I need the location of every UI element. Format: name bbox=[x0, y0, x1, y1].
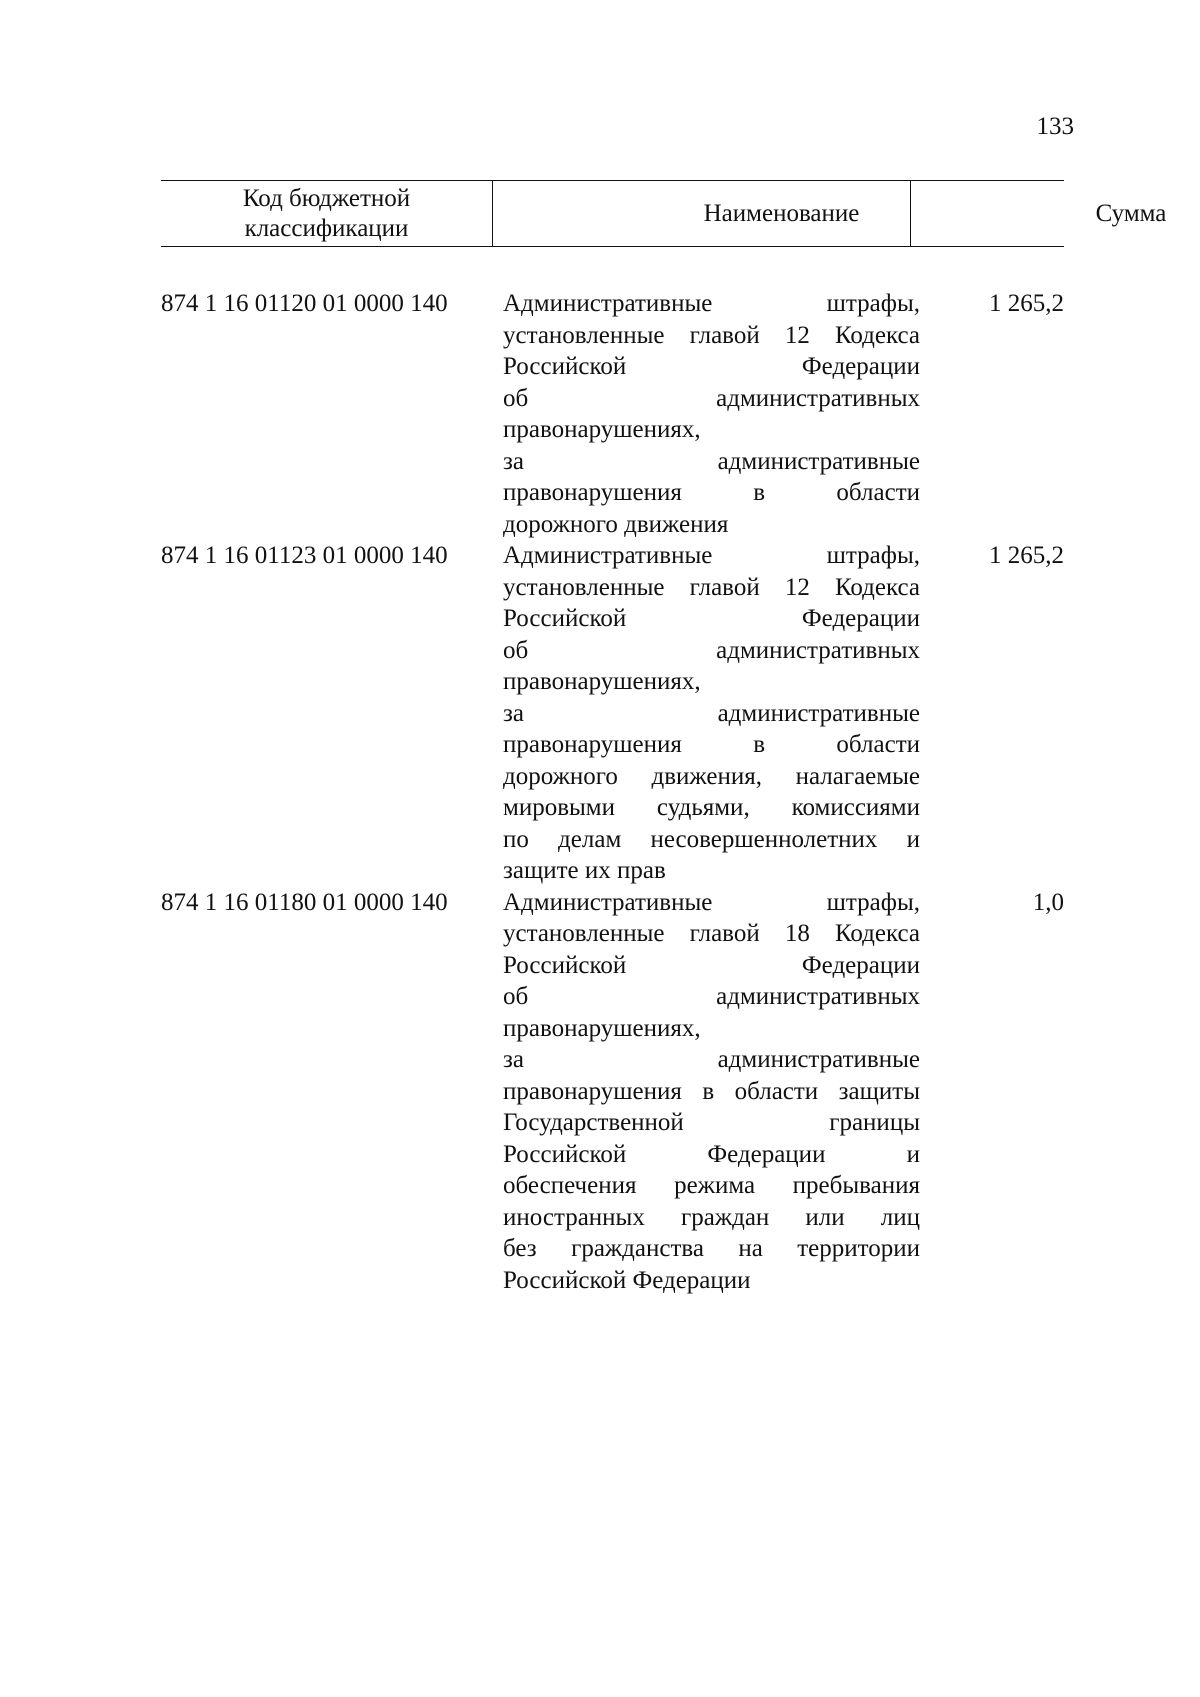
row-name-line: установленные главой 18 Кодекса bbox=[503, 920, 920, 947]
row-name-line: правонарушения в области bbox=[503, 731, 920, 758]
row-name-line: Российской Федерации bbox=[503, 605, 920, 632]
row-name-line: правонарушениях, bbox=[503, 416, 701, 443]
table-header bbox=[161, 180, 1167, 247]
row-name-line: Российской Федерации и bbox=[503, 1140, 920, 1168]
row-name-line: Российской Федерации bbox=[503, 951, 920, 979]
table-row bbox=[161, 887, 1064, 1297]
row-name-line: дорожного движения bbox=[503, 510, 729, 538]
row-name bbox=[503, 887, 920, 1297]
row-name-line: без гражданства на территории bbox=[503, 1235, 920, 1262]
row-name-line: Российской Федерации bbox=[503, 353, 920, 380]
row-name-line: правонарушения в области защиты bbox=[503, 1077, 920, 1105]
row-sum: 1 265,2 bbox=[989, 542, 1064, 569]
row-name-line: Административные штрафы, bbox=[503, 290, 920, 317]
row-name-line: за административные bbox=[503, 1046, 920, 1073]
header-divider bbox=[492, 181, 493, 246]
row-name-line: правонарушениях, bbox=[503, 668, 701, 695]
row-name-line: установленные главой 12 Кодекса bbox=[503, 573, 920, 601]
row-name-line: правонарушениях, bbox=[503, 1014, 701, 1042]
row-name-line: Российской Федерации bbox=[503, 1266, 751, 1294]
row-name-line: за административные bbox=[503, 447, 920, 475]
row-code: 874 1 16 01180 01 0000 140 bbox=[161, 888, 448, 916]
row-name-line: по делам несовершеннолетних и bbox=[503, 825, 920, 853]
row-code: 874 1 16 01123 01 0000 140 bbox=[161, 542, 448, 569]
row-name bbox=[503, 540, 920, 887]
row-name-line: об административных bbox=[503, 983, 920, 1010]
row-name-line: об административных bbox=[503, 384, 920, 412]
table-row bbox=[161, 288, 1064, 540]
row-name-line: Государственной границы bbox=[503, 1109, 920, 1136]
row-name-line: дорожного движения, налагаемые bbox=[503, 762, 920, 790]
row-code: 874 1 16 01120 01 0000 140 bbox=[161, 290, 448, 317]
page-number: 133 bbox=[1036, 113, 1074, 140]
row-name-line: Административные штрафы, bbox=[503, 888, 920, 916]
header-sum: Сумма bbox=[1095, 199, 1167, 227]
header-name: Наименование bbox=[703, 199, 860, 227]
row-name-line: правонарушения в области bbox=[503, 479, 920, 506]
row-name-line: за административные bbox=[503, 699, 920, 727]
row-name-line: установленные главой 12 Кодекса bbox=[503, 321, 920, 349]
row-name-line: об административных bbox=[503, 636, 920, 664]
row-name-line: иностранных граждан или лиц bbox=[503, 1203, 920, 1231]
row-name-line: мировыми судьями, комиссиями bbox=[503, 794, 920, 821]
row-name bbox=[503, 288, 920, 540]
table-row bbox=[161, 540, 1064, 887]
row-name-line: обеспечения режима пребывания bbox=[503, 1172, 920, 1199]
row-sum: 1,0 bbox=[1032, 888, 1064, 916]
row-name-line: защите их прав bbox=[503, 857, 666, 884]
table-body bbox=[161, 288, 1064, 1296]
row-name-line: Административные штрафы, bbox=[503, 542, 920, 569]
header-code: Код бюджетной классификации bbox=[242, 184, 411, 242]
row-sum: 1 265,2 bbox=[989, 290, 1064, 317]
header-divider bbox=[910, 181, 911, 246]
